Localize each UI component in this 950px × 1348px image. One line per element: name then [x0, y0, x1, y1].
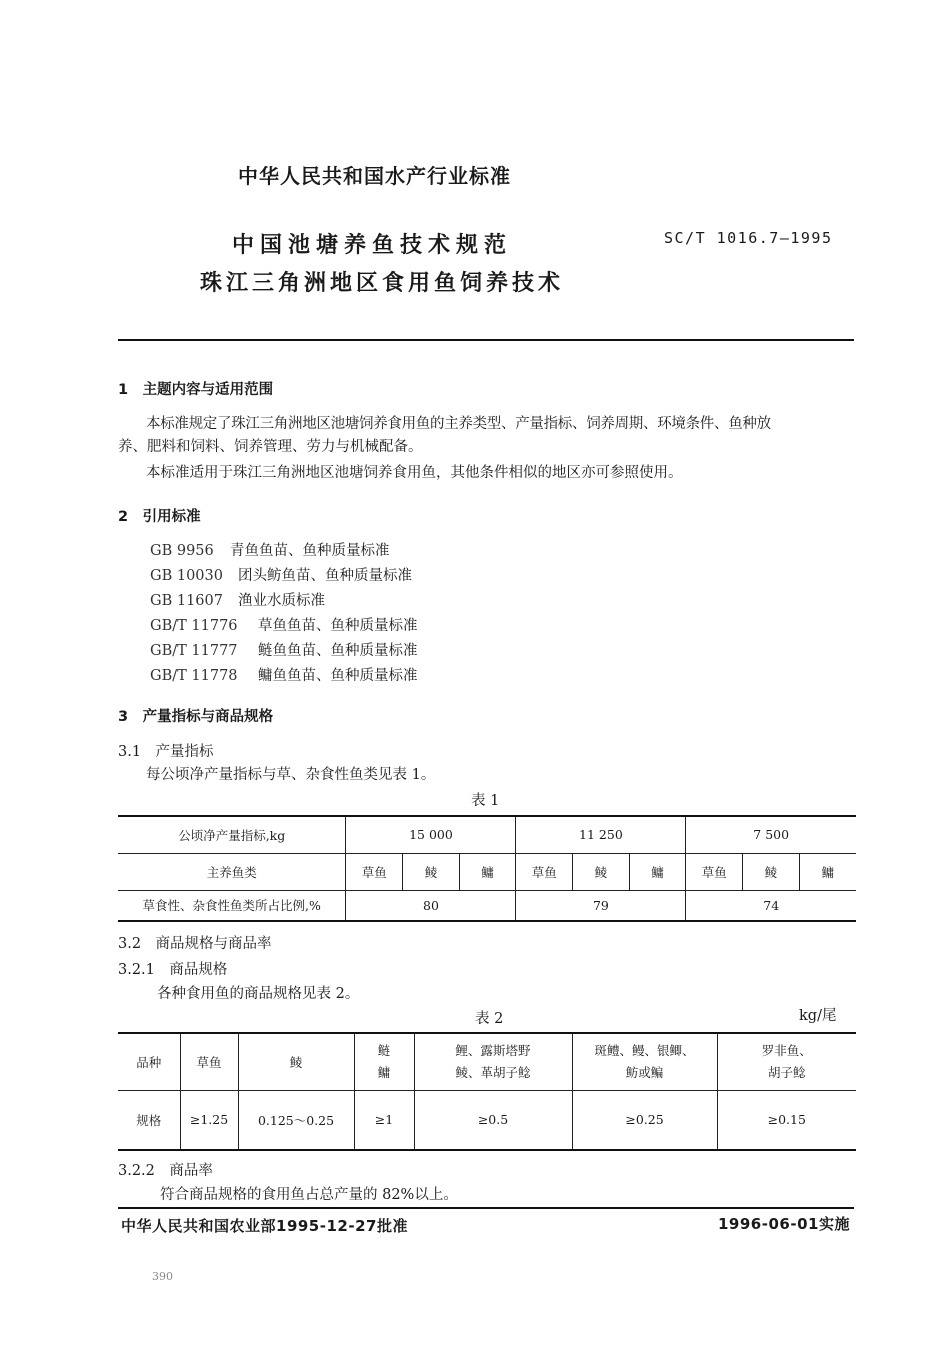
table-cell-header-line: 鲂或鳊 [625, 1064, 664, 1080]
section-1-heading: 1 主题内容与适用范围 [118, 382, 274, 398]
table-cell-header: 鲮 [238, 1033, 354, 1090]
section-3-2-1-text: 各种食用鱼的商品规格见表 2。 [157, 986, 360, 1002]
reference-item [150, 539, 418, 564]
reference-code: GB 9956 [150, 543, 214, 559]
reference-code: GB 10030 [150, 568, 223, 584]
table-cell-header [572, 1033, 717, 1090]
reference-item [150, 664, 418, 689]
reference-title: 鲢鱼鱼苗、鱼种质量标准 [258, 643, 418, 659]
section-3-heading: 3 产量指标与商品规格 [118, 709, 274, 725]
reference-title: 团头鲂鱼苗、鱼种质量标准 [238, 568, 412, 584]
table-cell-header: 品种 [118, 1033, 180, 1090]
table-cell-species: 鳙 [799, 853, 856, 890]
section-1-para-1-line-1: 本标准规定了珠江三角洲地区池塘饲养食用鱼的主养类型、产量指标、饲养周期、环境条件、鱼种放 [146, 416, 771, 432]
reference-item [150, 564, 418, 589]
standard-number: SC/T 1016.7—1995 [664, 229, 833, 247]
reference-item [150, 589, 418, 614]
section-3-2-heading: 3.2 商品规格与商品率 [118, 936, 272, 952]
table-cell-species: 鳙 [629, 853, 686, 890]
reference-list [150, 539, 418, 689]
table-cell-header-line: 胡子鲶 [767, 1064, 806, 1080]
table-cell-label: 主养鱼类 [118, 853, 346, 890]
table-cell: ≥0.25 [572, 1090, 717, 1150]
table-cell: 0.125～0.25 [238, 1090, 354, 1150]
table-cell-header [717, 1033, 856, 1090]
section-3-1-heading: 3.1 产量指标 [118, 744, 214, 760]
section-3-2-1-heading: 3.2.1 商品规格 [118, 962, 228, 978]
table-cell-label: 公顷净产量指标,kg [118, 816, 346, 853]
reference-title: 草鱼鱼苗、鱼种质量标准 [258, 618, 418, 634]
table-1-row-yield [118, 816, 856, 853]
section-1-para-2: 本标准适用于珠江三角洲地区池塘饲养食用鱼，其他条件相似的地区亦可参照使用。 [146, 465, 683, 481]
table-cell: ≥1.25 [180, 1090, 238, 1150]
section-3-2-2-heading: 3.2.2 商品率 [118, 1163, 213, 1179]
table-cell-species: 草鱼 [346, 853, 403, 890]
approval-line: 中华人民共和国农业部1995-12-27批准 [121, 1217, 408, 1235]
table-cell-header-line: 罗非鱼、 [761, 1042, 812, 1058]
reference-code: GB 11607 [150, 593, 223, 609]
table-cell-yield: 11 250 [516, 816, 686, 853]
table-cell-yield: 15 000 [346, 816, 516, 853]
section-1-para-1-line-2: 养、肥料和饲料、饲养管理、劳力与机械配备。 [118, 439, 423, 455]
table-cell-header-line: 斑鳢、鳗、银鲫、 [594, 1042, 695, 1058]
table-cell-header [354, 1033, 414, 1090]
table-cell-species: 草鱼 [686, 853, 743, 890]
table-cell-label: 草食性、杂食性鱼类所占比例,% [118, 890, 346, 921]
table-cell-header-line: 鲤、露斯塔野 [455, 1042, 531, 1058]
table-cell-ratio: 80 [346, 890, 516, 921]
table-cell-species: 鳙 [459, 853, 516, 890]
table-1-row-species [118, 853, 856, 890]
table-cell-yield: 7 500 [686, 816, 856, 853]
reference-item [150, 639, 418, 664]
table-cell-header-line: 鲢 [377, 1042, 391, 1058]
table-cell-ratio: 74 [686, 890, 856, 921]
table-cell-species: 草鱼 [516, 853, 573, 890]
table-1 [118, 815, 856, 922]
table-cell-header [414, 1033, 572, 1090]
table-2-caption: 表 2 [475, 1011, 504, 1027]
header-rule [118, 339, 854, 341]
table-cell-header-line: 鲮、革胡子鲶 [455, 1064, 531, 1080]
table-cell-header-line: 鳙 [377, 1064, 391, 1080]
table-cell-header: 草鱼 [180, 1033, 238, 1090]
org-line: 中华人民共和国水产行业标准 [238, 164, 511, 188]
table-cell: ≥0.5 [414, 1090, 572, 1150]
reference-code: GB/T 11776 [150, 618, 238, 634]
footer-rule [118, 1207, 854, 1209]
table-2-spec-row [118, 1090, 856, 1150]
table-2 [118, 1032, 856, 1151]
reference-code: GB/T 11778 [150, 668, 238, 684]
table-cell-species: 鲮 [743, 853, 800, 890]
table-cell: ≥0.15 [717, 1090, 856, 1150]
table-2-unit: kg/尾 [799, 1008, 837, 1024]
reference-title: 鳙鱼鱼苗、鱼种质量标准 [258, 668, 418, 684]
table-cell-species: 鲮 [573, 853, 630, 890]
page-number: 390 [152, 1270, 173, 1283]
reference-title: 青鱼鱼苗、鱼种质量标准 [230, 543, 390, 559]
section-3-2-2-text: 符合商品规格的食用鱼占总产量的 82%以上。 [160, 1187, 458, 1203]
title-line-2: 珠江三角洲地区食用鱼饲养技术 [200, 271, 565, 296]
table-2-header-row [118, 1033, 856, 1090]
section-2-heading: 2 引用标准 [118, 509, 201, 525]
table-cell: 规格 [118, 1090, 180, 1150]
reference-code: GB/T 11777 [150, 643, 238, 659]
table-cell-ratio: 79 [516, 890, 686, 921]
table-cell: ≥1 [354, 1090, 414, 1150]
table-1-caption: 表 1 [471, 793, 500, 809]
table-1-row-ratio [118, 890, 856, 921]
effective-date: 1996-06-01实施 [718, 1215, 850, 1233]
section-3-1-text: 每公顷净产量指标与草、杂食性鱼类见表 1。 [146, 767, 436, 783]
reference-title: 渔业水质标准 [238, 593, 325, 609]
table-cell-species: 鲮 [403, 853, 460, 890]
reference-item [150, 614, 418, 639]
title-line-1: 中国池塘养鱼技术规范 [232, 233, 513, 258]
